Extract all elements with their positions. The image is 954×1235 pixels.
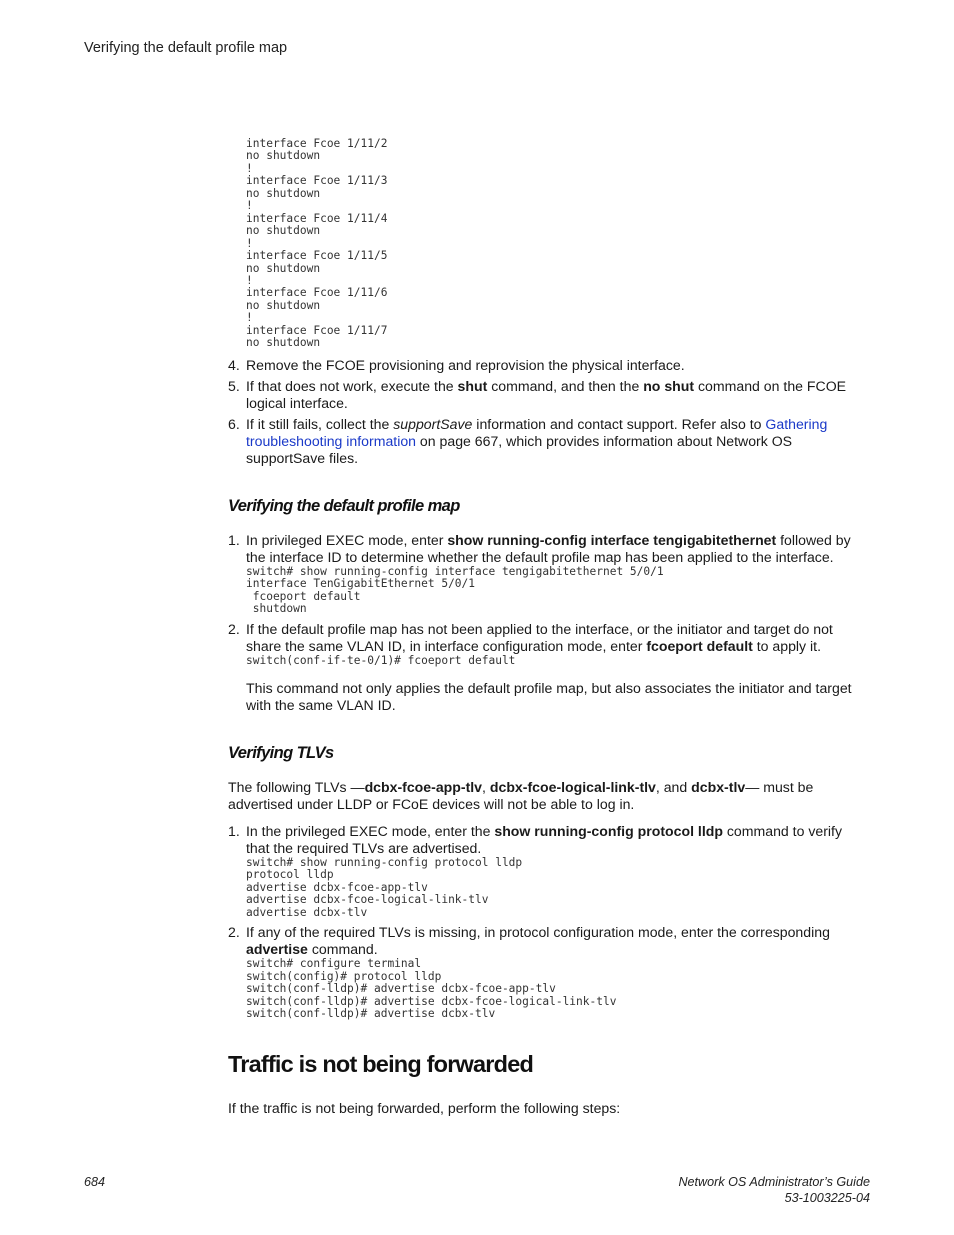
section-heading-traffic-not-forwarded: Traffic is not being forwarded bbox=[228, 1050, 534, 1077]
code-block-interfaces: interface Fcoe 1/11/2 no shutdown ! interface Fcoe 1/11/3 no shutdown ! interface Fcoe 1/11/4 no shutdown ! interface Fcoe 1/11/5 no shutdown ! interface Fcoe 1/11/6 no shutdown ! interface Fcoe 1/11/7 no shutdown bbox=[246, 137, 388, 350]
doc-number: 53-1003225-04 bbox=[784, 1190, 870, 1205]
tlvs-intro: The following TLVs —dcbx-fcoe-app-tlv, dcbx-fcoe-logical-link-tlv, and dcbx-tlv— must be advertised under LLDP or FCoE devices will not be able to log in. bbox=[228, 778, 814, 812]
list-item: 1. In privileged EXEC mode, enter show running-config interface tengigabitethernet followed by the interface ID to determine whether the default profile map has been applied to the interface. switch# show running-config interface tengigabitethernet 5/0/1 interface TenGigabitEthernet 5/0/1 fcoeport default shutdown bbox=[228, 531, 851, 616]
doc-title: Network OS Administrator’s Guide bbox=[678, 1175, 870, 1189]
traffic-intro: If the traffic is not being forwarded, perform the following steps: bbox=[228, 1099, 621, 1116]
steps-list-a bbox=[228, 357, 852, 467]
gathering-troubleshooting-link[interactable]: Gathering troubleshooting information bbox=[246, 415, 828, 449]
note-text: This command not only applies the default profile map, but also associates the initiator and target with the same VLAN ID. bbox=[246, 679, 852, 713]
list-item: 6. If it still fails, collect the supportSave information and contact support. Refer also to Gathering troubleshooting information on page 667, which provides information about Network OS supportSave files. bbox=[228, 415, 828, 466]
list-item: 2. If the default profile map has not been applied to the interface, or the initiator and target do not share the same VLAN ID, in interface configuration mode, enter fcoeport default to apply it. switch(conf-if-te-0/1)# fcoeport default This command not only applies the default profile map, but also associates the initiator and target with the same VLAN ID. bbox=[228, 620, 852, 713]
code-block-show-lldp: switch# show running-config protocol lldp protocol lldp advertise dcbx-fcoe-app-tlv advertise dcbx-fcoe-logical-link-tlv advertise dcbx-tlv bbox=[246, 855, 523, 919]
code-block-configure-lldp: switch# configure terminal switch(config)# protocol lldp switch(conf-lldp)# advertise dcbx-fcoe-app-tlv switch(conf-lldp)# advertise dcbx-fcoe-logical-link-tlv switch(conf-lldp)# advertise dcbx-tlv bbox=[246, 957, 617, 1021]
steps-list-profile-map bbox=[228, 532, 852, 714]
page-content bbox=[228, 138, 852, 1117]
footer-doc-info bbox=[678, 1175, 870, 1206]
list-item: 2. If any of the required TLVs is missing, in protocol configuration mode, enter the corresponding advertise command. switch# configure terminal switch(config)# protocol lldp switch(conf-lldp)# advertise dcbx-fcoe-app-tlv switch(conf-lldp)# advertise dcbx-fcoe-logical-link-tlv switch(conf-lldp)# advertise dcbx-tlv bbox=[228, 924, 852, 1020]
steps-list-tlvs bbox=[228, 823, 852, 1021]
page-number: 684 bbox=[84, 1175, 106, 1189]
list-item: 1. In the privileged EXEC mode, enter the show running-config protocol lldp command to verify that the required TLVs are advertised. switch# show running-config protocol lldp protocol lldp advertise dcbx-fcoe-app-tlv advertise dcbx-fcoe-logical-link-tlv advertise dcbx-tlv bbox=[228, 823, 852, 919]
section-heading-default-profile-map: Verifying the default profile map bbox=[228, 496, 460, 515]
running-header: Verifying the default profile map bbox=[84, 40, 288, 56]
list-item: 5. If that does not work, execute the shut command, and then the no shut command on the FCOE logical interface. bbox=[228, 377, 847, 411]
list-item: 4. Remove the FCOE provisioning and reprovision the physical interface. bbox=[228, 356, 685, 373]
code-block-show-interface: switch# show running-config interface tengigabitethernet 5/0/1 interface TenGigabitEthernet 5/0/1 fcoeport default shutdown bbox=[246, 564, 664, 616]
section-heading-verifying-tlvs: Verifying TLVs bbox=[228, 743, 334, 762]
code-block-fcoeport: switch(conf-if-te-0/1)# fcoeport default bbox=[246, 653, 516, 667]
